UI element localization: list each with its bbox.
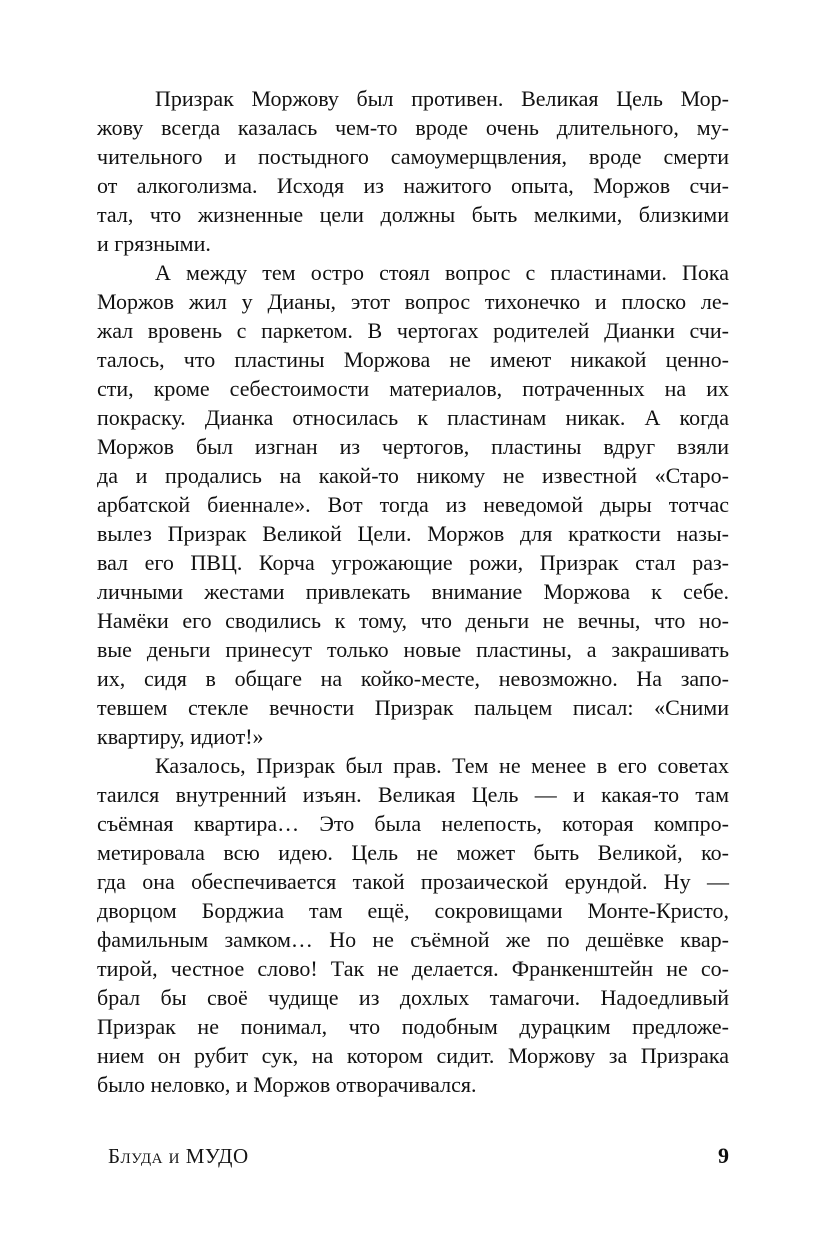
- text-line: метировала всю идею. Цель не может быть Великой, ко-: [97, 840, 729, 865]
- text-line: да и продались на какой-то никому не известной «Старо-: [97, 463, 729, 488]
- text-line: Казалось, Призрак был прав. Тем не менее в его советах: [155, 753, 729, 778]
- text-line: нием он рубит сук, на котором сидит. Моржову за Призрака: [97, 1043, 729, 1068]
- text-line: жову всегда казалась чем-то вроде очень длительного, му-: [97, 115, 729, 140]
- text-line: чительного и постыдного самоумерщвления, вроде смерти: [97, 144, 729, 169]
- text-line: талось, что пластины Моржова не имеют никакой ценно-: [97, 347, 729, 372]
- text-line: тирой, честное слово! Так не делается. Франкенштейн не со-: [97, 956, 729, 981]
- page-body-text: [97, 84, 729, 1099]
- text-line: и грязными.: [97, 231, 211, 256]
- text-line: Моржов был изгнан из чертогов, пластины вдруг взяли: [97, 434, 729, 459]
- text-line: Намёки его сводились к тому, что деньги не вечны, что но-: [97, 608, 729, 633]
- text-line: было неловко, и Моржов отворачивался.: [97, 1072, 477, 1097]
- text-line: Призрак не понимал, что подобным дурацким предложе-: [97, 1014, 729, 1039]
- text-line: от алкоголизма. Исходя из нажитого опыта, Моржов счи-: [97, 173, 729, 198]
- running-title: Блуда и МУДО: [108, 1144, 249, 1168]
- text-line: сти, кроме себестоимости материалов, потраченных на их: [97, 376, 729, 401]
- page-footer: [97, 1143, 729, 1169]
- text-line: Моржов жил у Дианы, этот вопрос тихонечко и плоско ле-: [97, 289, 729, 314]
- text-line: таился внутренний изъян. Великая Цель — и какая-то там: [97, 782, 729, 807]
- text-line: арбатской биеннале». Вот тогда из неведомой дыры тотчас: [97, 492, 729, 517]
- text-line: жал вровень с паркетом. В чертогах родителей Дианки счи-: [97, 318, 729, 343]
- text-line: А между тем остро стоял вопрос с пластинами. Пока: [155, 260, 729, 285]
- paragraph: [97, 751, 729, 1099]
- text-line: вые деньги принесут только новые пластины, а закрашивать: [97, 637, 729, 662]
- page-number: 9: [718, 1143, 729, 1168]
- text-line: тал, что жизненные цели должны быть мелкими, близкими: [97, 202, 729, 227]
- text-line: покраску. Дианка относилась к пластинам никак. А когда: [97, 405, 729, 430]
- text-line: вылез Призрак Великой Цели. Моржов для краткости назы-: [97, 521, 729, 546]
- text-line: вал его ПВЦ. Корча угрожающие рожи, Призрак стал раз-: [97, 550, 729, 575]
- text-line: их, сидя в общаге на койко-месте, невозможно. На запо-: [97, 666, 729, 691]
- text-line: брал бы своё чудище из дохлых тамагочи. Надоедливый: [97, 985, 729, 1010]
- text-line: съёмная квартира… Это была нелепость, которая компро-: [97, 811, 729, 836]
- text-line: дворцом Борджиа там ещё, сокровищами Монте-Кристо,: [97, 898, 729, 923]
- text-line: тевшем стекле вечности Призрак пальцем писал: «Сними: [97, 695, 729, 720]
- paragraph: [97, 84, 729, 258]
- text-line: Призрак Моржову был противен. Великая Цель Мор-: [155, 86, 729, 111]
- text-line: фамильным замком… Но не съёмной же по дешёвке квар-: [97, 927, 729, 952]
- text-line: личными жестами привлекать внимание Моржова к себе.: [97, 579, 729, 604]
- text-line: квартиру, идиот!»: [97, 724, 264, 749]
- text-line: гда она обеспечивается такой прозаической ерундой. Ну —: [97, 869, 729, 894]
- paragraph: [97, 258, 729, 751]
